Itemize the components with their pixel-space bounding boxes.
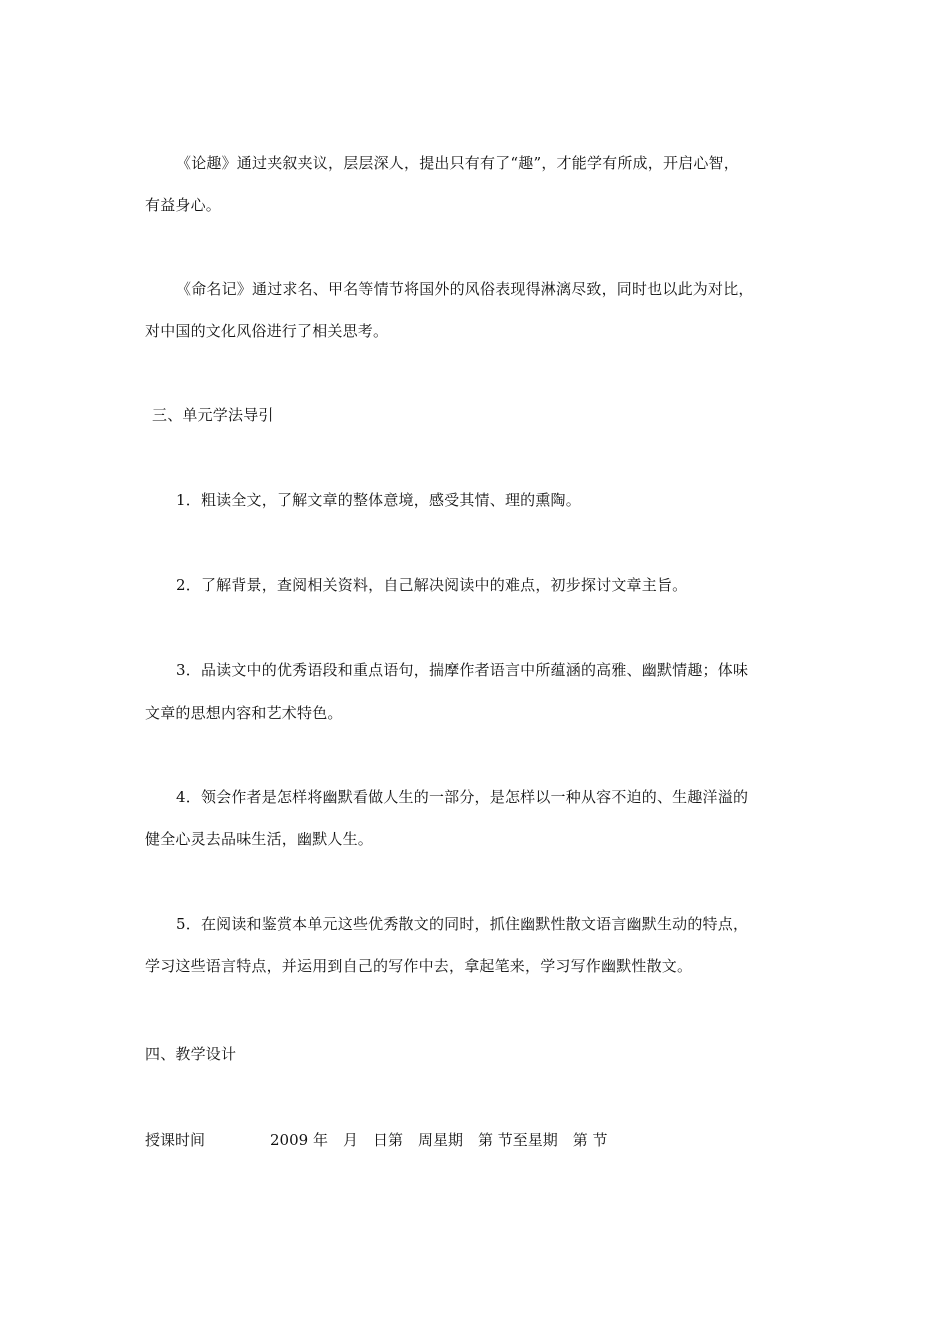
list-item-5-line-1: 5．在阅读和鉴赏本单元这些优秀散文的同时，抓住幽默性散文语言幽默生动的特点， xyxy=(176,915,749,933)
list-item-4-line-2: 健全心灵去品味生活，幽默人生。 xyxy=(145,830,374,848)
teaching-schedule-row xyxy=(145,1130,607,1150)
list-item-5-line-2: 学习这些语言特点，并运用到自己的写作中去，拿起笔来，学习写作幽默性散文。 xyxy=(145,957,693,975)
schedule-value: 2009 年 月 日第 周星期 第 节至星期 第 节 xyxy=(270,1131,608,1149)
paragraph-lunqu-line-2: 有益身心。 xyxy=(145,196,222,214)
schedule-label: 授课时间 xyxy=(145,1131,206,1149)
section-heading-study-guide: 三、单元学法导引 xyxy=(152,406,274,424)
list-item-3-line-2: 文章的思想内容和艺术特色。 xyxy=(145,704,343,722)
list-item-3-line-1: 3．品读文中的优秀语段和重点语句，揣摩作者语言中所蕴涵的高雅、幽默情趣；体味 xyxy=(176,661,749,679)
list-item-1: 1．粗读全文，了解文章的整体意境，感受其情、理的熏陶。 xyxy=(176,491,581,509)
paragraph-lunqu-line-1: 《论趣》通过夹叙夹议，层层深人，提出只有有了“趣”，才能学有所成，开启心智， xyxy=(176,154,739,172)
paragraph-mingmingji-line-2: 对中国的文化风俗进行了相关思考。 xyxy=(145,322,389,340)
section-heading-teaching-design: 四、教学设计 xyxy=(145,1045,237,1063)
list-item-4-line-1: 4．领会作者是怎样将幽默看做人生的一部分，是怎样以一种从容不迫的、生趣洋溢的 xyxy=(176,788,749,806)
list-item-2: 2．了解背景，查阅相关资料，自己解决阅读中的难点，初步探讨文章主旨。 xyxy=(176,576,688,594)
paragraph-mingmingji-line-1: 《命名记》通过求名、甲名等情节将国外的风俗表现得淋漓尽致，同时也以此为对比， xyxy=(176,280,754,298)
